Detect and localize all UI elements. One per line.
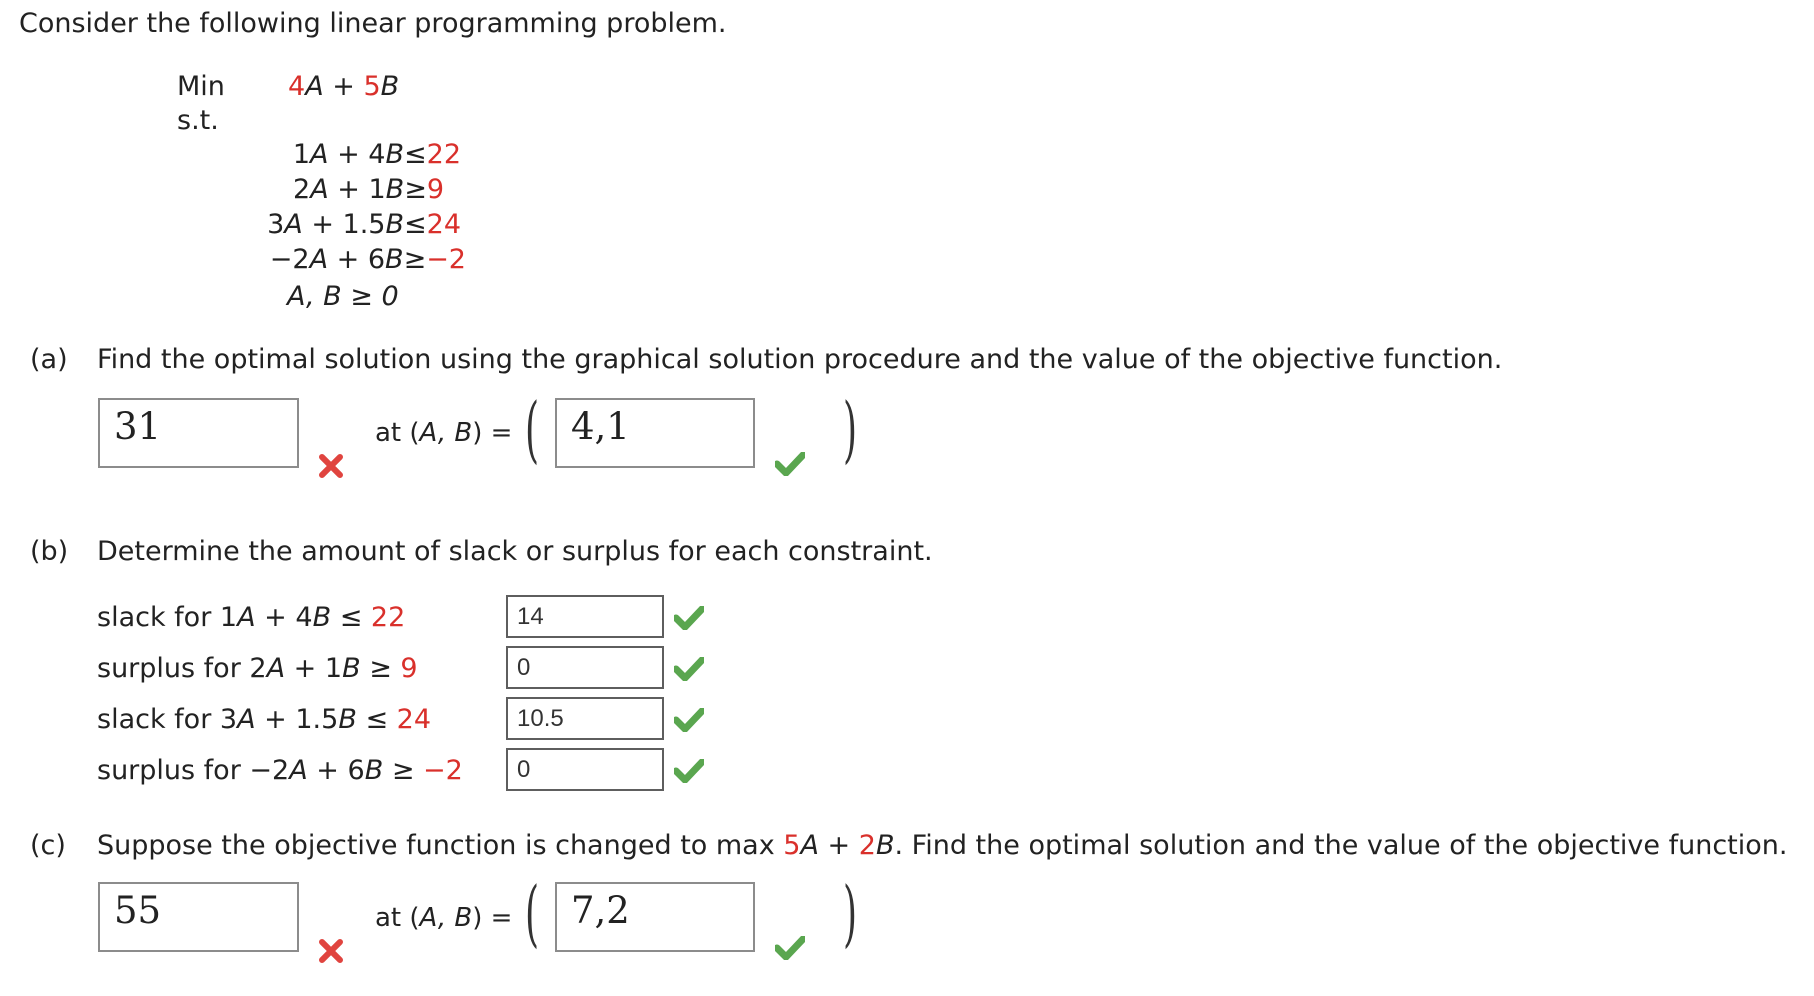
surplus-row-4-input[interactable]: 0	[506, 748, 664, 791]
part-b-question: Determine the amount of slack or surplus for each constraint.	[97, 536, 933, 567]
constraint-2: 2A + 1B≥9	[293, 174, 444, 205]
check-icon	[674, 759, 704, 783]
slack-row-3-label: slack for 3A + 1.5B ≤ 24	[97, 704, 432, 735]
part-a-value-input[interactable]: 31	[98, 398, 299, 468]
cross-icon	[318, 453, 344, 479]
min-label: Min	[177, 71, 225, 102]
part-c-question: Suppose the objective function is changed to max 5A + 2B. Find the optimal solution and the value of the objective function.	[97, 830, 1788, 861]
part-c-at-label: at (A, B) =	[375, 903, 513, 933]
check-icon	[674, 657, 704, 681]
objective-function: 4A + 5B	[288, 71, 400, 102]
check-icon	[775, 936, 805, 960]
right-paren: )	[843, 871, 858, 955]
constraint-1: 1A + 4B≤22	[292, 139, 461, 170]
left-paren: (	[525, 871, 540, 955]
nonnegativity-constraint: A, B ≥ 0	[287, 281, 399, 312]
left-paren: (	[525, 387, 540, 471]
check-icon	[674, 708, 704, 732]
slack-row-3-input[interactable]: 10.5	[506, 697, 664, 740]
part-a-question: Find the optimal solution using the graphical solution procedure and the value of the objective function.	[97, 344, 1503, 375]
right-paren: )	[843, 387, 858, 471]
part-a-label: (a)	[30, 344, 68, 375]
part-c-value-input[interactable]: 55	[98, 882, 299, 952]
check-icon	[674, 606, 704, 630]
part-c-point-input[interactable]: 7,2	[555, 882, 755, 952]
slack-row-1-input[interactable]: 14	[506, 595, 664, 638]
constraint-3: 3A + 1.5B≤24	[267, 209, 461, 240]
surplus-row-2-input[interactable]: 0	[506, 646, 664, 689]
check-icon	[775, 452, 805, 476]
part-c-label: (c)	[30, 830, 66, 861]
part-a-point-input[interactable]: 4,1	[555, 398, 755, 468]
intro-text: Consider the following linear programming problem.	[19, 8, 727, 39]
part-b-label: (b)	[30, 536, 69, 567]
surplus-row-4-label: surplus for −2A + 6B ≥ −2	[97, 755, 463, 786]
part-a-at-label: at (A, B) =	[375, 418, 513, 448]
st-label: s.t.	[177, 105, 219, 136]
slack-row-1-label: slack for 1A + 4B ≤ 22	[97, 602, 406, 633]
surplus-row-2-label: surplus for 2A + 1B ≥ 9	[97, 653, 418, 684]
cross-icon	[318, 938, 344, 964]
constraint-4: −2A + 6B≥−2	[269, 244, 466, 275]
